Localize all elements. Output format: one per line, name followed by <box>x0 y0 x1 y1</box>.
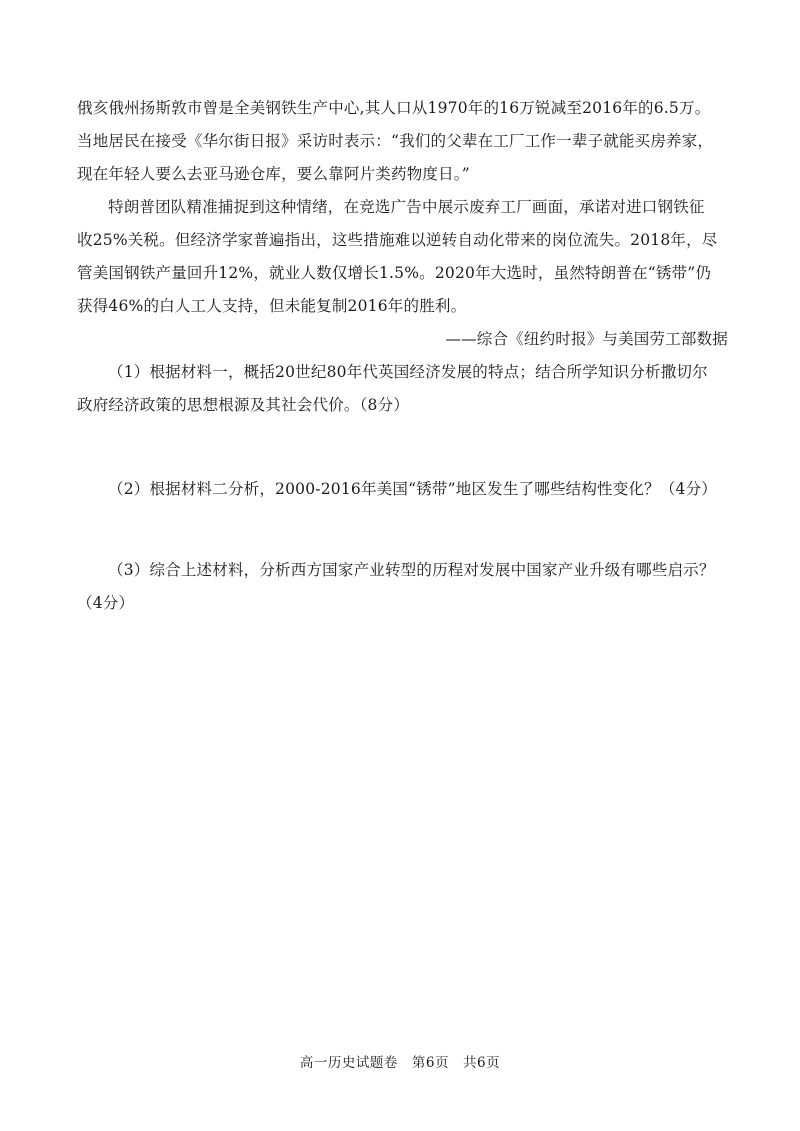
material-line: 俄亥俄州扬斯敦市曾是全美钢铁生产中心,其人口从1970年的16万锐减至2016年的6.5万。 <box>77 99 711 117</box>
material-line: 当地居民在接受《华尔街日报》采访时表示：“我们的父辈在工厂工作一辈子就能买房养家， <box>77 132 714 150</box>
material-line: 现在年轻人要么去亚马逊仓库，要么靠阿片类药物度日。” <box>77 165 470 183</box>
material-line: 特朗普团队精准捕捉到这种情绪，在竞选广告中展示废弃工厂画面，承诺对进口钢铁征 <box>108 198 705 216</box>
material-line: 管美国钢铁产量回升12%，就业人数仅增长1.5%。2020年大选时，虽然特朗普在“锈带”仍 <box>77 264 712 282</box>
question-line: （3）综合上述材料，分析西方国家产业转型的历程对发展中国家产业升级有哪些启示？ <box>108 561 715 579</box>
material-source: ——综合《纽约时报》与美国劳工部数据 <box>445 330 728 348</box>
material-line: 获得46%的白人工人支持，但未能复制2016年的胜利。 <box>77 297 467 315</box>
question-line: （4分） <box>77 594 135 612</box>
question-line: （1）根据材料一，概括20世纪80年代英国经济发展的特点；结合所学知识分析撒切尔 <box>108 363 708 381</box>
question-line: （2）根据材料二分析，2000-2016年美国“锈带”地区发生了哪些结构性变化？（4分） <box>108 480 718 498</box>
question-line: 政府经济政策的思想根源及其社会代价。（8分） <box>77 396 410 414</box>
page-footer: 高一历史试题卷 第6页 共6页 <box>299 1055 501 1071</box>
material-line: 收25%关税。但经济学家普遍指出，这些措施难以逆转自动化带来的岗位流失。2018年，尽 <box>77 231 718 249</box>
